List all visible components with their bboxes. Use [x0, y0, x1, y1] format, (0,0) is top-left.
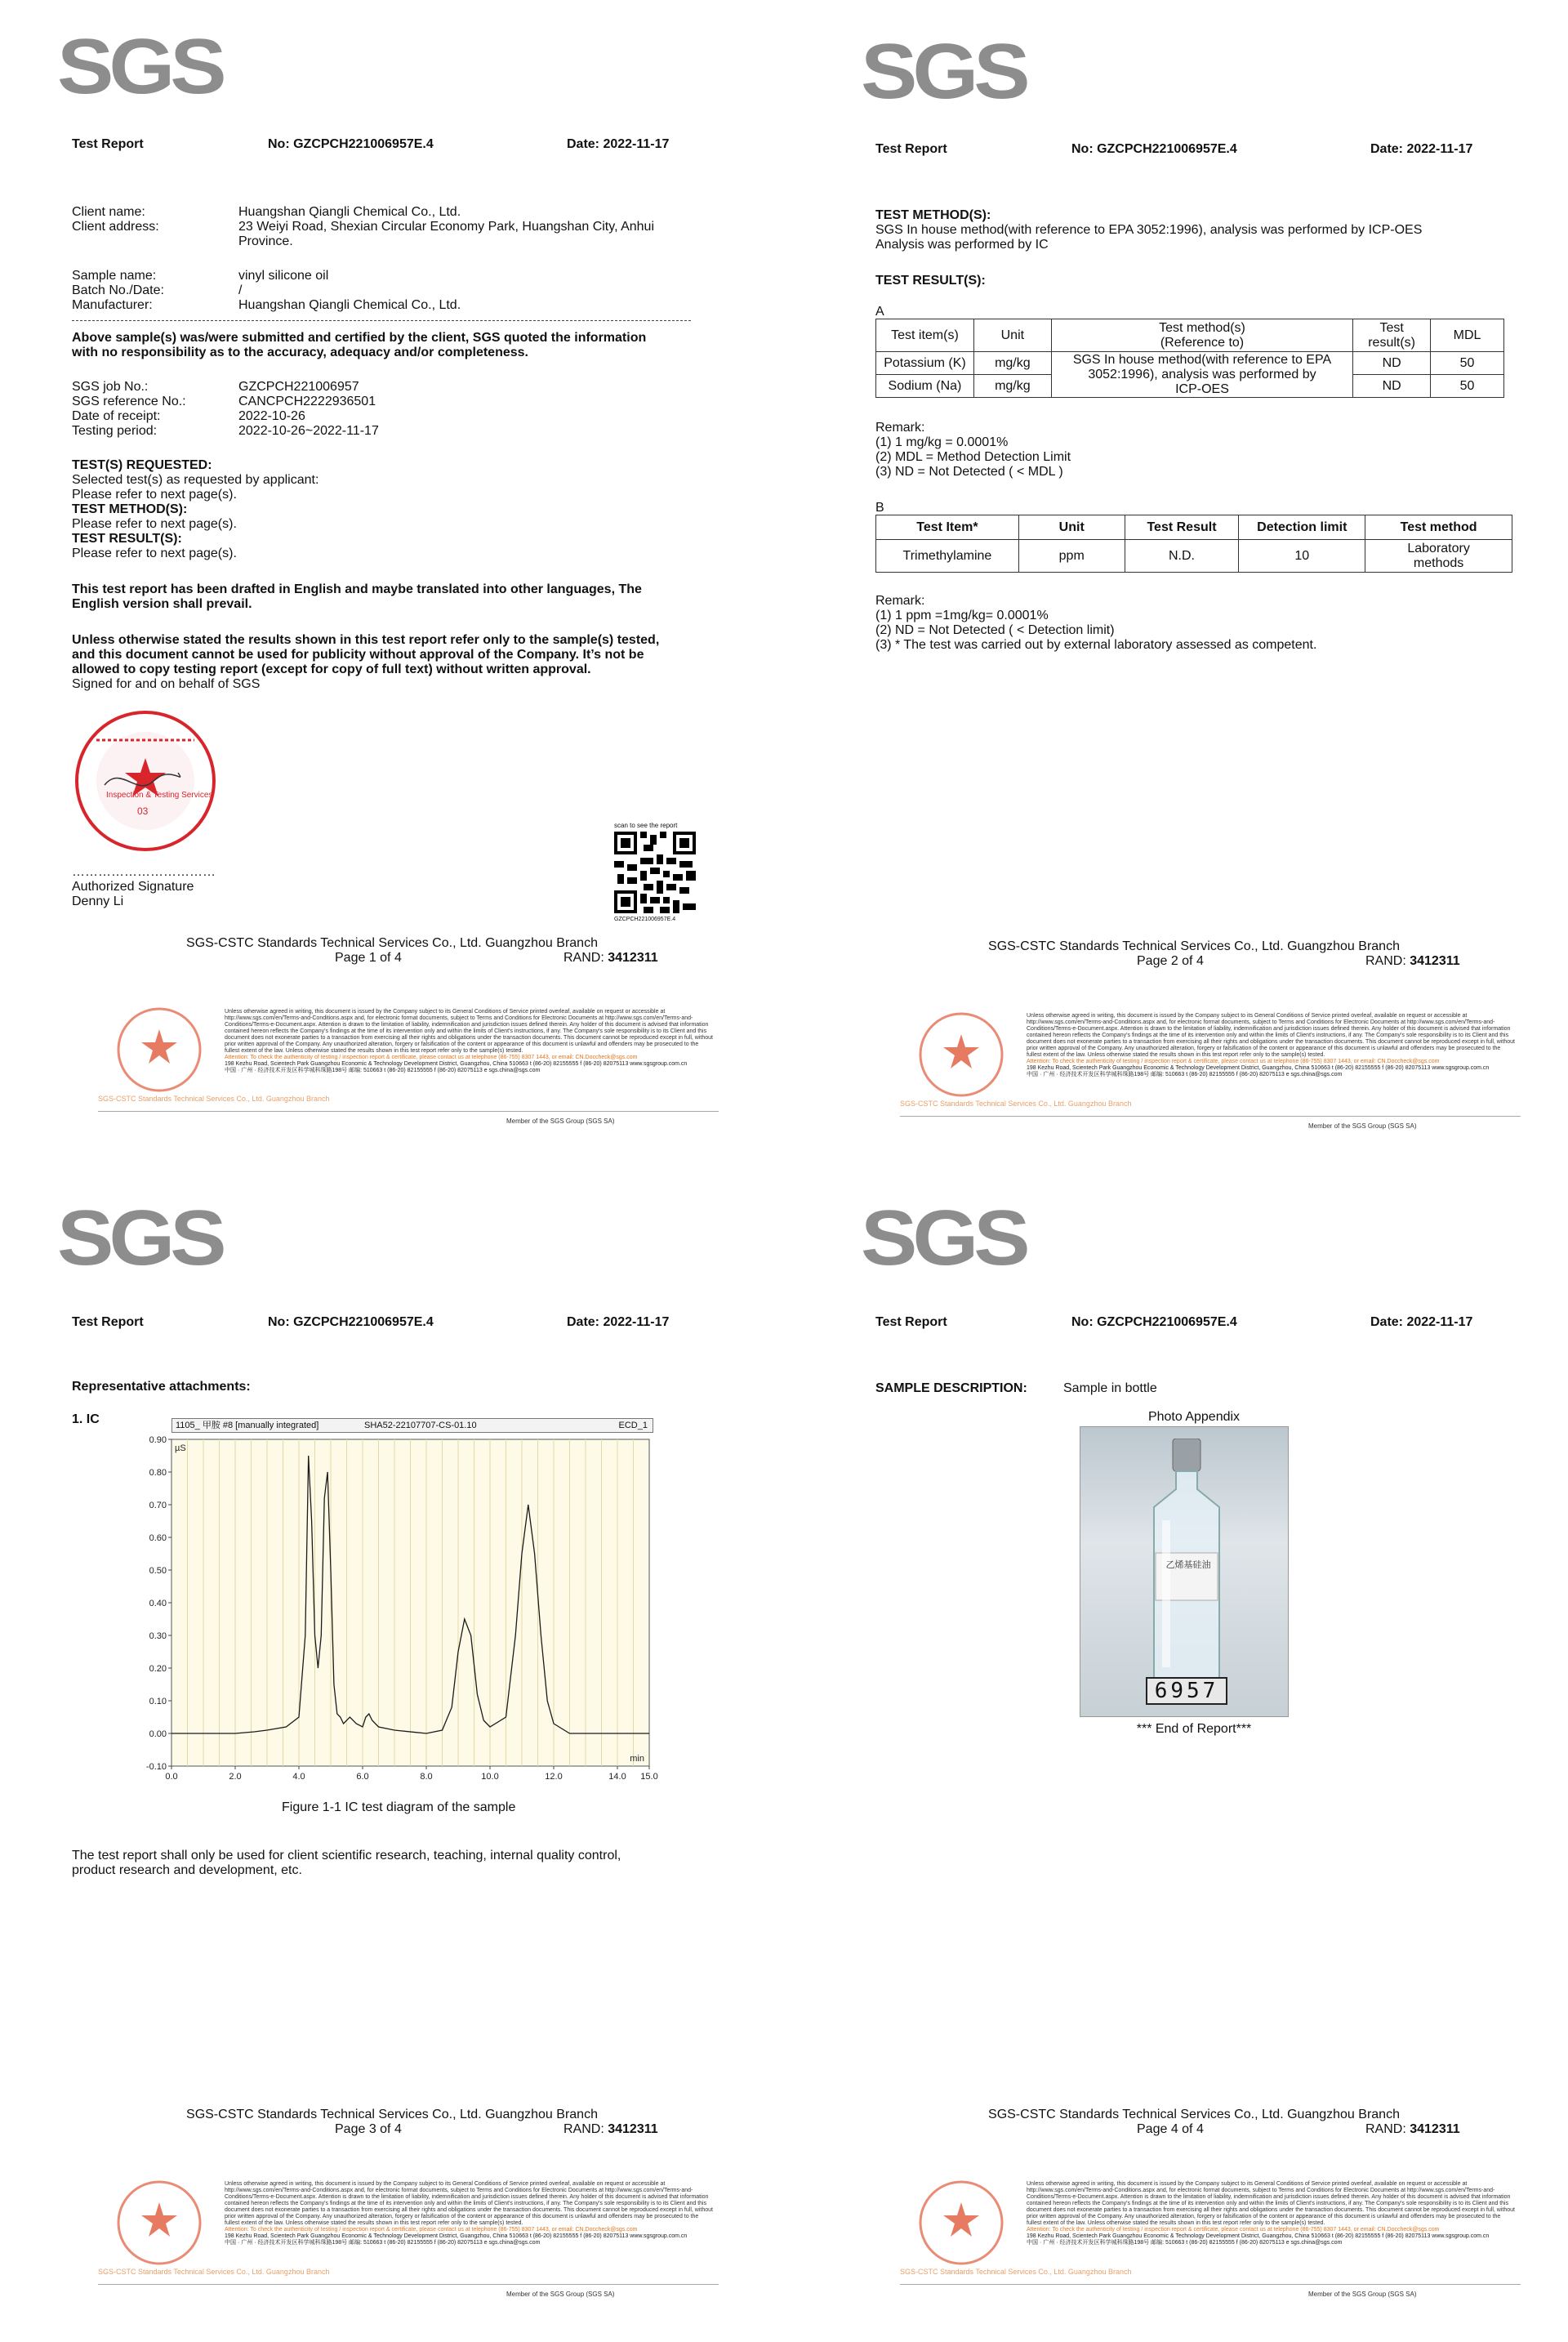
- page-number: Page 1 of 4: [335, 951, 402, 965]
- qr-caption: scan to see the report: [614, 822, 678, 829]
- stamp-text: Inspection & Testing Services: [106, 791, 213, 800]
- receipt-date: 2022-10-26: [238, 409, 305, 423]
- usage-note-line1: The test report shall only be used for client scientific research, teaching, internal quality control,: [72, 1849, 621, 1862]
- client-address-line2: Province.: [238, 234, 293, 248]
- footer-company: SGS-CSTC Standards Technical Services Co., Ltd. Guangzhou Branch: [186, 936, 598, 950]
- y-tick-label: 0.90: [149, 1435, 167, 1445]
- footer-seal-icon: [916, 2178, 1006, 2268]
- y-tick-label: 0.10: [149, 1697, 167, 1706]
- rand-code: RAND: 3412311: [564, 2122, 658, 2136]
- footer-fine-print: Unless otherwise agreed in writing, this document is issued by the Company subject to its General Conditions of Service printed overleaf, available on request or accessible at http://www.sgs.com/en/Terms-and-Conditions.aspx and, for electronic format documents, subject to Terms and Conditions for Electronic Documents at http://www.sgs.com/en/Terms-and-Conditions/Terms-e-Document.aspx. Attention is drawn to the limitation of liability, indemnification and jurisdiction issues defined therein. Any holder of this document is advised that information contained hereon reflects the Company's findings at the time of its intervention only and within the limits of Client's instructions, if any. The Company's sole responsibility is to its Client and this document does not exonerate parties to a transaction from exercising all their rights and obligations under the transaction documents. This document cannot be reproduced except in full, without prior written approval of the Company. Any unauthorized alteration, forgery or falsification of the content or appearance of this document is unlawful and offenders may be prosecuted to the fullest extent of the law. Unless otherwise stated the results shown in this test report refer only to the sample(s) tested. Attention: To check the authenticity of testing / inspection report & certificate, please contact us at telephone (86-755) 8307 1443, or email: CN.Doccheck@sgs.com 198 Kezhu Road, Scientech Park Guangzhou Economic & Technology Development District, Guangzhou, China 510663 t (86-20) 82155555 f (86-20) 82075113 www.sgsgroup.com.cn 中国 · 广州 · 经济技术开发区科学城科珠路198号 邮编: 510663 t (86-20) 82155555 f (86-20) 82075113 e sgs.china@sgs.com: [225, 1009, 713, 1073]
- rand-code: RAND: 3412311: [1365, 954, 1460, 968]
- client-name: Huangshan Qiangli Chemical Co., Ltd.: [238, 205, 461, 219]
- footer-rule: [900, 2284, 1521, 2285]
- rand-code: RAND: 3412311: [1365, 2122, 1460, 2136]
- manufacturer-label: Manufacturer:: [72, 298, 153, 312]
- header-date: Date: 2022-11-17: [1370, 1315, 1473, 1329]
- language-line1: This test report has been drafted in English and maybe translated into other languages, The: [72, 582, 642, 596]
- qr-code-text: GZCPCH221006957E.4: [614, 917, 676, 922]
- header-number: No: GZCPCH221006957E.4: [1071, 1315, 1237, 1329]
- footer-rule: [98, 1111, 719, 1112]
- certified-line2: with no responsibility as to the accuracy, adequacy and/or completeness.: [72, 346, 528, 359]
- footer-seal-icon: [916, 1010, 1006, 1100]
- sample-description-value: Sample in bottle: [1063, 1381, 1157, 1395]
- y-tick-label: 0.80: [149, 1468, 167, 1478]
- footer-watermark: SGS-CSTC Standards Technical Services Co., Ltd. Guangzhou Branch: [98, 2268, 330, 2276]
- header-date: Date: 2022-11-17: [1370, 142, 1473, 156]
- method-line: Please refer to next page(s).: [72, 517, 237, 531]
- sgs-logo: SGS: [861, 28, 1026, 116]
- remark-b-0: Remark:: [875, 594, 925, 608]
- chart-header-right: ECD_1: [618, 1421, 648, 1430]
- x-unit-label: min: [630, 1754, 644, 1764]
- y-tick-label: 0.40: [149, 1599, 167, 1608]
- footer-rule: [900, 1116, 1521, 1117]
- result-heading: TEST RESULT(S):: [875, 274, 986, 288]
- footer-rule: [98, 2284, 719, 2285]
- member-note: Member of the SGS Group (SGS SA): [506, 2291, 615, 2298]
- ic-chromatogram-chart: [131, 1433, 662, 1784]
- header-number: No: GZCPCH221006957E.4: [268, 137, 434, 151]
- manufacturer: Huangshan Qiangli Chemical Co., Ltd.: [238, 298, 461, 312]
- sample-name-label: Sample name:: [72, 269, 157, 283]
- period-label: Testing period:: [72, 424, 158, 438]
- chart-header-bar: [172, 1418, 653, 1433]
- header-date: Date: 2022-11-17: [567, 137, 670, 151]
- figure-caption: Figure 1-1 IC test diagram of the sample: [282, 1800, 516, 1814]
- job-number: GZCPCH221006957: [238, 380, 359, 394]
- x-tick-label: 15.0: [640, 1772, 658, 1782]
- report-page-2: [802, 0, 1568, 1171]
- y-tick-label: 0.20: [149, 1664, 167, 1674]
- sample-name: vinyl silicone oil: [238, 269, 329, 283]
- signed-for: Signed for and on behalf of SGS: [72, 677, 261, 691]
- result-line: Please refer to next page(s).: [72, 546, 237, 560]
- method-heading: TEST METHOD(S):: [72, 502, 188, 516]
- requested-line2: Please refer to next page(s).: [72, 488, 237, 502]
- x-tick-label: 10.0: [481, 1772, 499, 1782]
- method-line1: SGS In house method(with reference to EPA 3052:1996), analysis was performed by ICP-OES: [875, 223, 1423, 237]
- signature-dots: ……………………………: [72, 865, 216, 879]
- sample-description-label: SAMPLE DESCRIPTION:: [875, 1381, 1027, 1395]
- remark-a-1: (1) 1 mg/kg = 0.0001%: [875, 435, 1009, 449]
- result-heading: TEST RESULT(S):: [72, 532, 182, 546]
- page-number: Page 2 of 4: [1137, 954, 1204, 968]
- report-page-4: [802, 1171, 1568, 2342]
- x-tick-label: 8.0: [420, 1772, 433, 1782]
- divider: [72, 320, 691, 321]
- footer-company: SGS-CSTC Standards Technical Services Co., Ltd. Guangzhou Branch: [186, 2108, 598, 2121]
- footer-watermark: SGS-CSTC Standards Technical Services Co., Ltd. Guangzhou Branch: [98, 1095, 330, 1103]
- x-tick-label: 12.0: [545, 1772, 563, 1782]
- header-title: Test Report: [875, 142, 947, 156]
- photo-appendix-title: Photo Appendix: [1147, 1410, 1241, 1424]
- ic-heading: 1. IC: [72, 1412, 100, 1426]
- sgs-logo: SGS: [57, 1194, 222, 1283]
- page-number: Page 3 of 4: [335, 2122, 402, 2136]
- member-note: Member of the SGS Group (SGS SA): [1308, 2291, 1417, 2298]
- footer-fine-print: Unless otherwise agreed in writing, this document is issued by the Company subject to its General Conditions of Service printed overleaf, available on request or accessible at http://www.sgs.com/en/Terms-and-Conditions.aspx and, for electronic format documents, subject to Terms and Conditions for Electronic Documents at http://www.sgs.com/en/Terms-and-Conditions/Terms-e-Document.aspx. Attention is drawn to the limitation of liability, indemnification and jurisdiction issues defined therein. Any holder of this document is advised that information contained hereon reflects the Company's findings at the time of its intervention only and within the limits of Client's instructions, if any. The Company's sole responsibility is to its Client and this document does not exonerate parties to a transaction from exercising all their rights and obligations under the transaction documents. This document cannot be reproduced except in full, without prior written approval of the Company. Any unauthorized alteration, forgery or falsification of the content or appearance of this document is unlawful and offenders may be prosecuted to the fullest extent of the law. Unless otherwise stated the results shown in this test report refer only to the sample(s) tested. Attention: To check the authenticity of testing / inspection report & certificate, please contact us at telephone (86-755) 8307 1443, or email: CN.Doccheck@sgs.com 198 Kezhu Road, Scientech Park Guangzhou Economic & Technology Development District, Guangzhou, China 510663 t (86-20) 82155555 f (86-20) 82075113 www.sgsgroup.com.cn 中国 · 广州 · 经济技术开发区科学城科珠路198号 邮编: 510663 t (86-20) 82155555 f (86-20) 82075113 e sgs.china@sgs.com: [1027, 1013, 1515, 1077]
- attachments-heading: Representative attachments:: [72, 1380, 251, 1394]
- y-tick-label: 0.50: [149, 1566, 167, 1576]
- usage-note-line2: product research and development, etc.: [72, 1863, 302, 1877]
- report-page-1: [0, 0, 784, 1171]
- y-tick-label: -0.10: [145, 1762, 167, 1772]
- method-heading: TEST METHOD(S):: [875, 208, 991, 222]
- disclaimer-line1: Unless otherwise stated the results shown in this test report refer only to the sample(s) tested,: [72, 633, 660, 647]
- header-number: No: GZCPCH221006957E.4: [268, 1315, 434, 1329]
- header-title: Test Report: [875, 1315, 947, 1329]
- chart-header-left: 1105_ 甲胺 #8 [manually integrated]: [176, 1421, 319, 1430]
- bottle-label-text: 乙烯基硅油: [1165, 1560, 1211, 1570]
- requested-line1: Selected test(s) as requested by applicant:: [72, 473, 319, 487]
- sgs-logo: SGS: [57, 23, 222, 111]
- footer-watermark: SGS-CSTC Standards Technical Services Co., Ltd. Guangzhou Branch: [900, 2268, 1132, 2276]
- testing-period: 2022-10-26~2022-11-17: [238, 424, 379, 438]
- x-tick-label: 6.0: [356, 1772, 369, 1782]
- table-row: Trimethylamine ppm N.D. 10 Laboratory methods: [876, 540, 1512, 573]
- batch-label: Batch No./Date:: [72, 283, 164, 297]
- remark-b-2: (2) ND = Not Detected ( < Detection limit): [875, 623, 1115, 637]
- member-note: Member of the SGS Group (SGS SA): [506, 1117, 615, 1125]
- footer-fine-print: Unless otherwise agreed in writing, this document is issued by the Company subject to its General Conditions of Service printed overleaf, available on request or accessible at http://www.sgs.com/en/Terms-and-Conditions.aspx and, for electronic format documents, subject to Terms and Conditions for Electronic Documents at http://www.sgs.com/en/Terms-and-Conditions/Terms-e-Document.aspx. Attention is drawn to the limitation of liability, indemnification and jurisdiction issues defined therein. Any holder of this document is advised that information contained hereon reflects the Company's findings at the time of its intervention only and within the limits of Client's instructions, if any. The Company's sole responsibility is to its Client and this document does not exonerate parties to a transaction from exercising all their rights and obligations under the transaction documents. This document cannot be reproduced except in full, without prior written approval of the Company. Any unauthorized alteration, forgery or falsification of the content or appearance of this document is unlawful and offenders may be prosecuted to the fullest extent of the law. Unless otherwise stated the results shown in this test report refer only to the sample(s) tested. Attention: To check the authenticity of testing / inspection report & certificate, please contact us at telephone (86-755) 8307 1443, or email: CN.Doccheck@sgs.com 198 Kezhu Road, Scientech Park Guangzhou Economic & Technology Development District, Guangzhou, China 510663 t (86-20) 82155555 f (86-20) 82075113 www.sgsgroup.com.cn 中国 · 广州 · 经济技术开发区科学城科珠路198号 邮编: 510663 t (86-20) 82155555 f (86-20) 82075113 e sgs.china@sgs.com: [1027, 2181, 1515, 2246]
- sample-number-tag: 6957: [1146, 1677, 1227, 1705]
- signatory-name: Denny Li: [72, 894, 124, 908]
- page-number: Page 4 of 4: [1137, 2122, 1204, 2136]
- footer-seal-icon: [114, 2178, 204, 2268]
- qr-code-icon[interactable]: [614, 832, 696, 913]
- y-tick-label: 0.60: [149, 1533, 167, 1543]
- end-of-report: *** End of Report***: [1136, 1722, 1252, 1736]
- remark-b-3: (3) * The test was carried out by external laboratory assessed as competent.: [875, 638, 1317, 652]
- language-line2: English version shall prevail.: [72, 597, 252, 611]
- disclaimer-line2: and this document cannot be used for publicity without approval of the Company. It’s not be: [72, 648, 644, 662]
- rand-code: RAND: 3412311: [564, 951, 658, 965]
- stamp-number: 03: [137, 805, 149, 817]
- disclaimer-line3: allowed to copy testing report (except for copy of full text) without written approval.: [72, 662, 591, 676]
- batch-value: /: [238, 283, 243, 297]
- footer-fine-print: Unless otherwise agreed in writing, this document is issued by the Company subject to its General Conditions of Service printed overleaf, available on request or accessible at http://www.sgs.com/en/Terms-and-Conditions.aspx and, for electronic format documents, subject to Terms and Conditions for Electronic Documents at http://www.sgs.com/en/Terms-and-Conditions/Terms-e-Document.aspx. Attention is drawn to the limitation of liability, indemnification and jurisdiction issues defined therein. Any holder of this document is advised that information contained hereon reflects the Company's findings at the time of its intervention only and within the limits of Client's instructions, if any. The Company's sole responsibility is to its Client and this document does not exonerate parties to a transaction from exercising all their rights and obligations under the transaction documents. This document cannot be reproduced except in full, without prior written approval of the Company. Any unauthorized alteration, forgery or falsification of the content or appearance of this document is unlawful and offenders may be prosecuted to the fullest extent of the law. Unless otherwise stated the results shown in this test report refer only to the sample(s) tested. Attention: To check the authenticity of testing / inspection report & certificate, please contact us at telephone (86-755) 8307 1443, or email: CN.Doccheck@sgs.com 198 Kezhu Road, Scientech Park Guangzhou Economic & Technology Development District, Guangzhou, China 510663 t (86-20) 82155555 f (86-20) 82075113 www.sgsgroup.com.cn 中国 · 广州 · 经济技术开发区科学城科珠路198号 邮编: 510663 t (86-20) 82155555 f (86-20) 82075113 e sgs.china@sgs.com: [225, 2181, 713, 2246]
- job-label: SGS job No.:: [72, 380, 149, 394]
- client-address-label: Client address:: [72, 220, 159, 234]
- client-name-label: Client name:: [72, 205, 145, 219]
- reference-number: CANCPCH2222936501: [238, 395, 376, 408]
- x-tick-label: 4.0: [292, 1772, 305, 1782]
- table-row: Sodium (Na) mg/kg ND 50: [876, 375, 1504, 398]
- requested-heading: TEST(S) REQUESTED:: [72, 458, 212, 472]
- y-unit-label: µS: [175, 1443, 186, 1453]
- remark-a-0: Remark:: [875, 421, 925, 435]
- sgs-logo: SGS: [861, 1194, 1026, 1283]
- client-address-line1: 23 Weiyi Road, Shexian Circular Economy Park, Huangshan City, Anhui: [238, 220, 654, 234]
- footer-watermark: SGS-CSTC Standards Technical Services Co., Ltd. Guangzhou Branch: [900, 1100, 1132, 1108]
- receipt-label: Date of receipt:: [72, 409, 161, 423]
- y-tick-label: 0.70: [149, 1501, 167, 1510]
- x-tick-label: 2.0: [229, 1772, 242, 1782]
- results-table-a: Test item(s) Unit Test method(s) (Reference to) Test result(s) MDL Potassium (K) mg/kg SGS In house method(with reference to EPA 3052:1996), analysis was performed by ICP-OES ND 50 Sodium (Na) mg/kg ND 50: [875, 319, 1504, 398]
- results-table-b: Test Item* Unit Test Result Detection limit Test method Trimethylamine ppm N.D. 10 Laboratory methods: [875, 515, 1512, 573]
- table-a-label: A: [875, 305, 884, 319]
- header-title: Test Report: [72, 137, 144, 151]
- certified-line1: Above sample(s) was/were submitted and certified by the client, SGS quoted the information: [72, 331, 647, 345]
- x-tick-label: 0.0: [165, 1772, 178, 1782]
- official-stamp-icon: [72, 707, 219, 854]
- header-date: Date: 2022-11-17: [567, 1315, 670, 1329]
- member-note: Member of the SGS Group (SGS SA): [1308, 1122, 1417, 1130]
- reference-label: SGS reference No.:: [72, 395, 186, 408]
- method-line2: Analysis was performed by IC: [875, 238, 1049, 252]
- chart-header-mid: SHA52-22107707-CS-01.10: [364, 1421, 477, 1430]
- y-tick-label: 0.30: [149, 1631, 167, 1641]
- y-tick-label: 0.00: [149, 1729, 167, 1739]
- header-title: Test Report: [72, 1315, 144, 1329]
- header-number: No: GZCPCH221006957E.4: [1071, 142, 1237, 156]
- x-tick-label: 14.0: [608, 1772, 626, 1782]
- table-b-label: B: [875, 501, 884, 515]
- remark-b-1: (1) 1 ppm =1mg/kg= 0.0001%: [875, 609, 1049, 622]
- footer-company: SGS-CSTC Standards Technical Services Co., Ltd. Guangzhou Branch: [988, 939, 1400, 953]
- sample-photo: [1080, 1426, 1289, 1717]
- authorized-signature: Authorized Signature: [72, 880, 194, 894]
- footer-seal-icon: [114, 1005, 204, 1095]
- footer-company: SGS-CSTC Standards Technical Services Co., Ltd. Guangzhou Branch: [988, 2108, 1400, 2121]
- remark-a-2: (2) MDL = Method Detection Limit: [875, 450, 1071, 464]
- report-page-3: [0, 1171, 784, 2342]
- table-row: Potassium (K) mg/kg SGS In house method(with reference to EPA 3052:1996), analysis was performed by ICP-OES ND 50: [876, 352, 1504, 375]
- remark-a-3: (3) ND = Not Detected ( < MDL ): [875, 465, 1063, 479]
